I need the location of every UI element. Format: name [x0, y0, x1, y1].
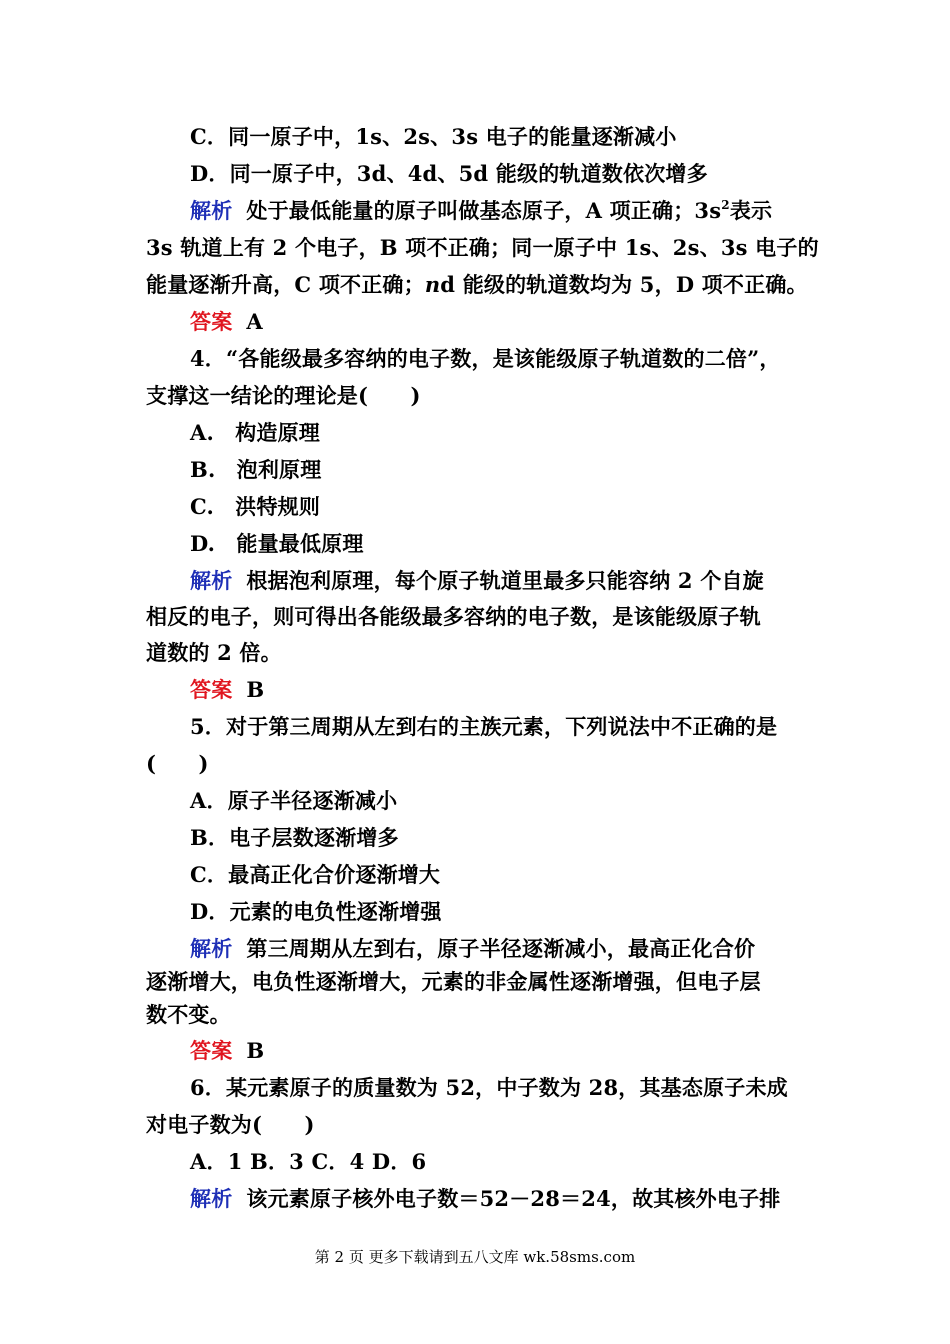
q5-analysis-line-1	[190, 938, 755, 959]
q6-stem-line-1: 6．某元素原子的质量数为 52，中子数为 28，其基态原子未成	[190, 1075, 788, 1100]
q3-analysis-text-b: 表示	[729, 198, 773, 223]
q6-stem-line-2: 对电子数为( )	[146, 1112, 315, 1137]
analysis-label: 解析	[190, 568, 233, 593]
q3-analysis-line-2: 3s 轨道上有 2 个电子，B 项不正确；同一原子中 1s、2s、3s 电子的	[146, 235, 819, 260]
q4-analysis-text: 根据泡利原理，每个原子轨道里最多只能容纳 2 个自旋	[246, 568, 764, 593]
q5-stem-line-2: ( )	[146, 751, 209, 776]
q6-options: A．1 B．3 C．4 D．6	[190, 1149, 427, 1174]
analysis-label: 解析	[190, 198, 233, 223]
q4-option-d: D. 能量最低原理	[190, 531, 364, 556]
superscript: 2	[721, 198, 730, 212]
q3-answer-line	[190, 311, 263, 332]
answer-label: 答案	[190, 1038, 233, 1063]
q4-answer-line	[190, 679, 264, 700]
q3-answer: A	[246, 309, 263, 334]
q5-answer: B	[246, 1038, 265, 1063]
answer-label: 答案	[190, 309, 233, 334]
q5-analysis-text: 第三周期从左到右，原子半径逐渐减小，最高正化合价	[246, 936, 756, 961]
q3-analysis-line-1	[190, 200, 772, 221]
q4-option-b: B. 泡利原理	[190, 457, 322, 482]
answer-label: 答案	[190, 677, 233, 702]
q3-analysis-text-a: 处于最低能量的原子叫做基态原子，A 项正确；3s	[246, 198, 722, 223]
q5-analysis-line-3: 数不变。	[146, 1002, 231, 1027]
q5-analysis-line-2: 逐渐增大，电负性逐渐增大，元素的非金属性逐渐增强，但电子层	[146, 969, 761, 994]
q4-stem-line-2: 支撑这一结论的理论是( )	[146, 383, 421, 408]
q5-answer-line	[190, 1040, 264, 1061]
q4-analysis-line-3: 道数的 2 倍。	[146, 640, 282, 665]
italic-n: n	[424, 272, 441, 297]
q5-option-c: C．最高正化合价逐渐增大	[190, 862, 441, 887]
q3-option-d: D．同一原子中，3d、4d、5d 能级的轨道数依次增多	[190, 161, 708, 186]
page-footer: 第 2 页 更多下载请到五八文库 wk.58sms.com	[314, 1248, 636, 1266]
q4-stem-line-1: 4．“各能级最多容纳的电子数，是该能级原子轨道数的二倍”，	[190, 346, 781, 371]
analysis-label: 解析	[190, 936, 233, 961]
q5-stem-line-1: 5．对于第三周期从左到右的主族元素，下列说法中不正确的是	[190, 714, 778, 739]
q5-option-a: A．原子半径逐渐减小	[190, 788, 398, 813]
q3-option-c: C．同一原子中，1s、2s、3s 电子的能量逐渐减小	[190, 124, 677, 149]
q3-analysis-text-c: 能量逐渐升高，C 项不正确；	[146, 272, 425, 297]
q6-analysis-line-1	[190, 1188, 780, 1209]
q4-option-c: C. 洪特规则	[190, 494, 321, 519]
q4-answer: B	[246, 677, 265, 702]
q6-analysis-text: 该元素原子核外电子数＝52－28＝24，故其核外电子排	[246, 1186, 781, 1211]
q3-analysis-text-d: d 能级的轨道数均为 5，D 项不正确。	[440, 272, 808, 297]
q5-option-d: D．元素的电负性逐渐增强	[190, 899, 442, 924]
analysis-label: 解析	[190, 1186, 233, 1211]
q4-analysis-line-1	[190, 570, 764, 591]
q5-option-b: B．电子层数逐渐增多	[190, 825, 399, 850]
q4-analysis-line-2: 相反的电子，则可得出各能级最多容纳的电子数，是该能级原子轨	[146, 604, 761, 629]
q3-analysis-line-3	[146, 274, 808, 295]
q4-option-a: A. 构造原理	[190, 420, 321, 445]
